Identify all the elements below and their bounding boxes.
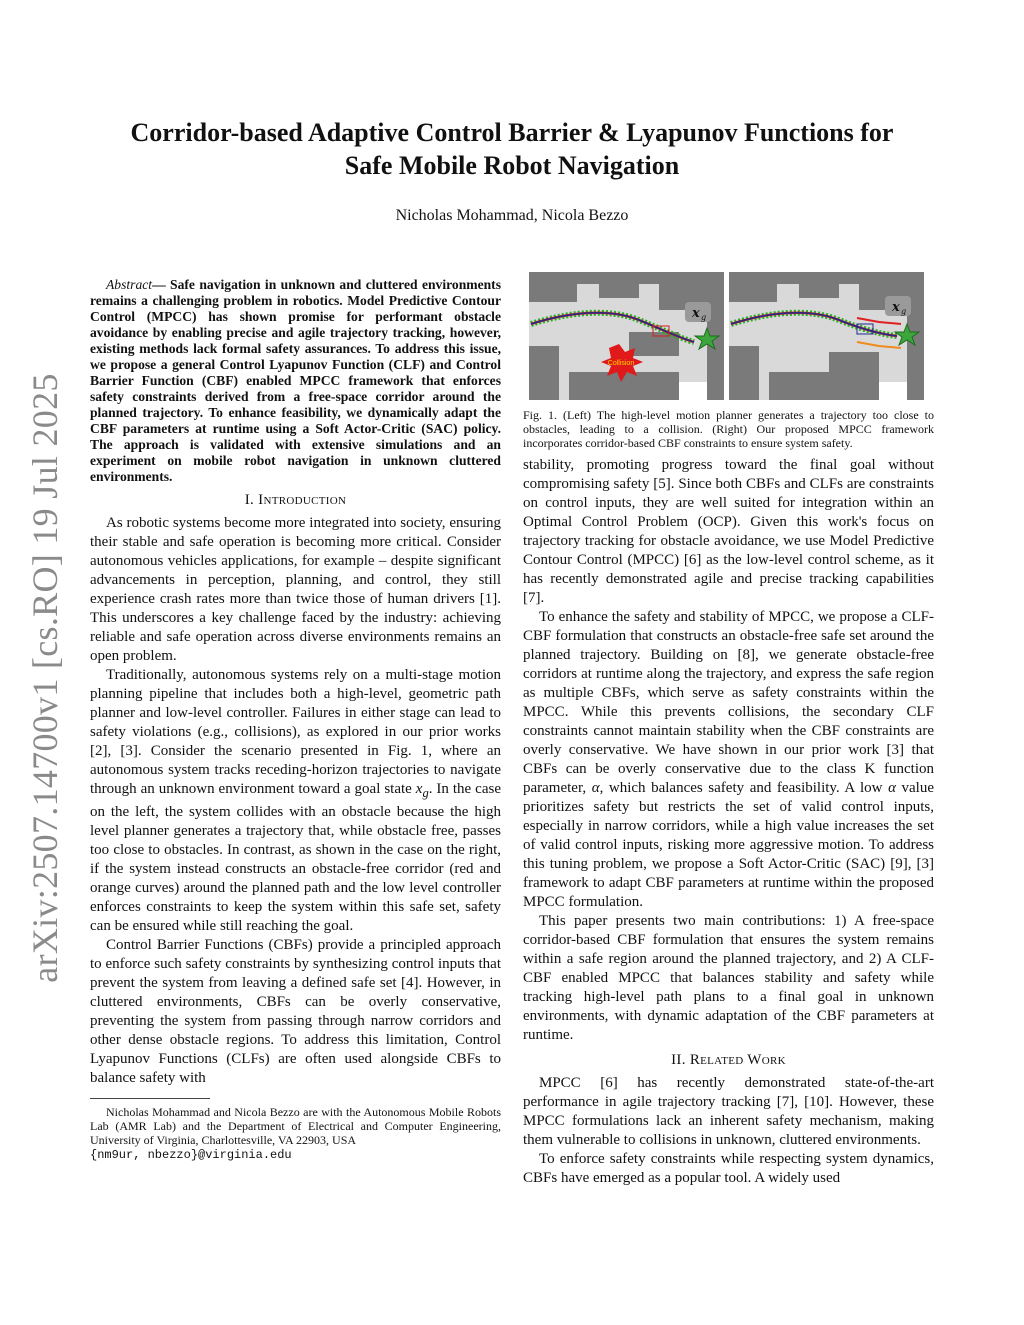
figure-panel-right (729, 272, 924, 400)
obstacle-block (529, 346, 559, 400)
section-number: I. (244, 492, 259, 508)
abstract-text: — Safe navigation in unknown and cluttered environments remains a challenging problem in robotics. Model Predictive Contour Control (MPCC) has shown promise for performant obstacle avoidance by enabling precise and agile trajectory tracking, however, existing methods lack formal safety assurances. To address this issue, we propose a general Control Lyapunov Function (CLF) and Control Barrier Function (CBF) enabled MPCC framework that enforces safety constraints derived from a free-space corridor around the planned trajectory. To enhance feasibility, we dynamically adapt the CBF parameters at runtime using a Soft Actor-Critic (SAC) policy. The approach is validated with extensive simulations and an experiment on mobile robot navigation in unknown cluttered environments. (90, 277, 501, 484)
footnote-text: Nicholas Mohammad and Nicola Bezzo are with the Autonomous Mobile Robots Lab (AMR Lab) and the Department of Electrical and Computer Engineering, University of Virginia, Charlottesville, VA 22903, USA (90, 1105, 501, 1147)
obstacle-block (829, 352, 879, 372)
obstacle-wall-right (707, 310, 724, 400)
related-work-paragraph-2: To enforce safety constraints while respecting system dynamics, CBFs have emerged as a popular tool. A widely used (523, 1151, 934, 1186)
figure-1-caption: Fig. 1. (Left) The high-level motion planner generates a trajectory too close to obstacles, leading to a collision. (Right) Our proposed MPCC framework incorporates corridor-based CBF constraints to ensure system safety. (523, 408, 934, 450)
right-paragraph-3: This paper presents two main contributions: 1) A free-space corridor-based CBF formulation that ensures the system remains within a safe region around the planned trajectory, and 2) A CLF-CBF enabled MPCC that balances stability and safety while tracking high-level path plans to a final goal in unknown environments, with dynamic adaptation of the CBF parameters at runtime. (523, 913, 934, 1043)
abstract-lead: Abstract (106, 277, 153, 292)
goal-label: x (892, 300, 900, 315)
author-affiliation-footnote (90, 1105, 501, 1162)
section-title: Introduction (258, 492, 347, 508)
right-paragraph-2-part-a: To enhance the safety and stability of MPCC, we propose a CLF-CBF formulation that constructs an obstacle-free safe set around the planned trajectory. Building on [8], we generate obstacle-free corridors at runtime along the trajectory, and express the safe region as multiple CBFs, which serve as safety constraints within the MPCC. While this prevents collisions, the secondary CLF constraints cannot maintain stability when the CBF constraints are overly conservative. We have shown in our prior work [3] that CBFs can be overly conservative due to the class K function parameter, (523, 609, 934, 796)
left-column (90, 277, 501, 1162)
intro-paragraph-1: As robotic systems become more integrated into society, ensuring their stable and safe operation is becoming more critical. Consider autonomous vehicles applications, for example – despite significant advancements in perception, planning, and control, they still experience crash rates more than twice those of human drivers [1]. This underscores a key challenge faced by the industry: achieving reliable and safe operation across diverse environments remains an open problem. (90, 515, 501, 664)
collision-label: Collision (607, 360, 635, 367)
right-paragraph-2 (523, 608, 934, 912)
obstacle-block (729, 346, 759, 400)
related-work-paragraph-1: MPCC [6] has recently demonstrated state-of-the-art performance in agile trajectory tracking [7], [10]. However, these MPCC formulations lack an inherent safety mechanism, making them vulnerable to collisions in unknown, cluttered environments. (523, 1075, 934, 1148)
obstacle-wall-bottom (769, 372, 879, 400)
obstacle-block (599, 272, 639, 298)
intro-paragraph-2-part-b: . In the case on the left, the system collides with an obstacle because the high level planner generates a trajectory that, while obstacle free, passes too close to obstacles. In contrast, as shown in the case on the right, if the system instead constructs an obstacle-free corridor (red and orange curves) around the planned path and the low level controller enforces constraints to keep the system within this safe set, safety can be ensured while still reaching the goal. (90, 781, 501, 934)
goal-label: x (692, 306, 700, 321)
goal-label-subscript: g (701, 313, 707, 322)
footnote-divider (90, 1098, 210, 1099)
goal-state-subscript: g (422, 786, 429, 800)
author-list: Nicholas Mohammad, Nicola Bezzo (395, 207, 629, 224)
right-paragraph-2-part-b: , which balances safety and feasibility. A low (599, 780, 889, 796)
section-number: II. (671, 1052, 690, 1068)
title-line-2: Safe Mobile Robot Navigation (344, 151, 680, 180)
obstacle-block (729, 272, 777, 302)
obstacle-wall-right (907, 310, 924, 400)
obstacle-block (529, 272, 577, 302)
section-title: Related Work (689, 1052, 786, 1068)
right-column (523, 272, 934, 1188)
alpha-symbol: α (591, 780, 600, 796)
intro-paragraph-2-part-a: Traditionally, autonomous systems rely on a multi-stage motion planning pipeline that includes both a high-level, geometric path planner and low-level controller. Failures in either stage can lead to safety violations (e.g., collisions), as explored in our prior works [2], [3]. Consider the scenario presented in Fig. 1, where an autonomous system tracks receding-horizon trajectories to navigate through an unknown environment toward a goal state (90, 667, 501, 797)
goal-label-subscript: g (901, 307, 907, 316)
section-heading-introduction (90, 491, 501, 510)
abstract (90, 277, 501, 485)
arxiv-identifier: arXiv:2507.14700v1 [cs.RO] 19 Jul 2025 (25, 373, 65, 983)
alpha-symbol: α (888, 780, 896, 796)
intro-paragraph-3: Control Barrier Functions (CBFs) provide a principled approach to enforce such safety constraints by synthesizing control inputs that prevent the system from leaving a defined safe set [4]. However, in cluttered environments, CBFs can be overly conservative, preventing the system from passing through narrow corridors and other dense obstacle regions. To address this limitation, Control Lyapunov Functions (CLFs) are often used alongside CBFs to balance safety with (90, 937, 501, 1086)
goal-state-symbol: x (415, 781, 423, 797)
title-line-1: Corridor-based Adaptive Control Barrier & Lyapunov Functions for (130, 118, 894, 147)
obstacle-block (799, 272, 839, 298)
figure-1 (529, 272, 924, 400)
unknown-region (879, 382, 907, 400)
author-emails: {nm9ur, nbezzo}@virginia.edu (90, 1148, 292, 1162)
figure-panel-left (529, 272, 724, 400)
unknown-region (679, 382, 707, 400)
paper-title (90, 116, 934, 182)
section-heading-related-work (523, 1051, 934, 1070)
intro-paragraph-2 (90, 666, 501, 936)
right-paragraph-1: stability, promoting progress toward the final goal without compromising safety [5]. Since both CBFs and CLFs are constraints on control inputs, they are well suited for integration within an Optimal Control Problem (OCP). Given this work's focus on trajectory tracking for obstacle avoidance, we use Model Predictive Contour Control (MPCC) [6] as the low-level control scheme, as it has recently demonstrated agile and precise tracking capabilities [7]. (523, 457, 934, 606)
right-paragraph-2-part-c: value prioritizes safety but restricts the set of valid control inputs, especially in narrow corridors, while a high value increases the set of valid control inputs, risking more aggressive motion. To address this tuning problem, we propose a Soft Actor-Critic (SAC) [9], [3] framework to adapt CBF parameters at runtime within the proposed MPCC formulation. (523, 780, 935, 910)
